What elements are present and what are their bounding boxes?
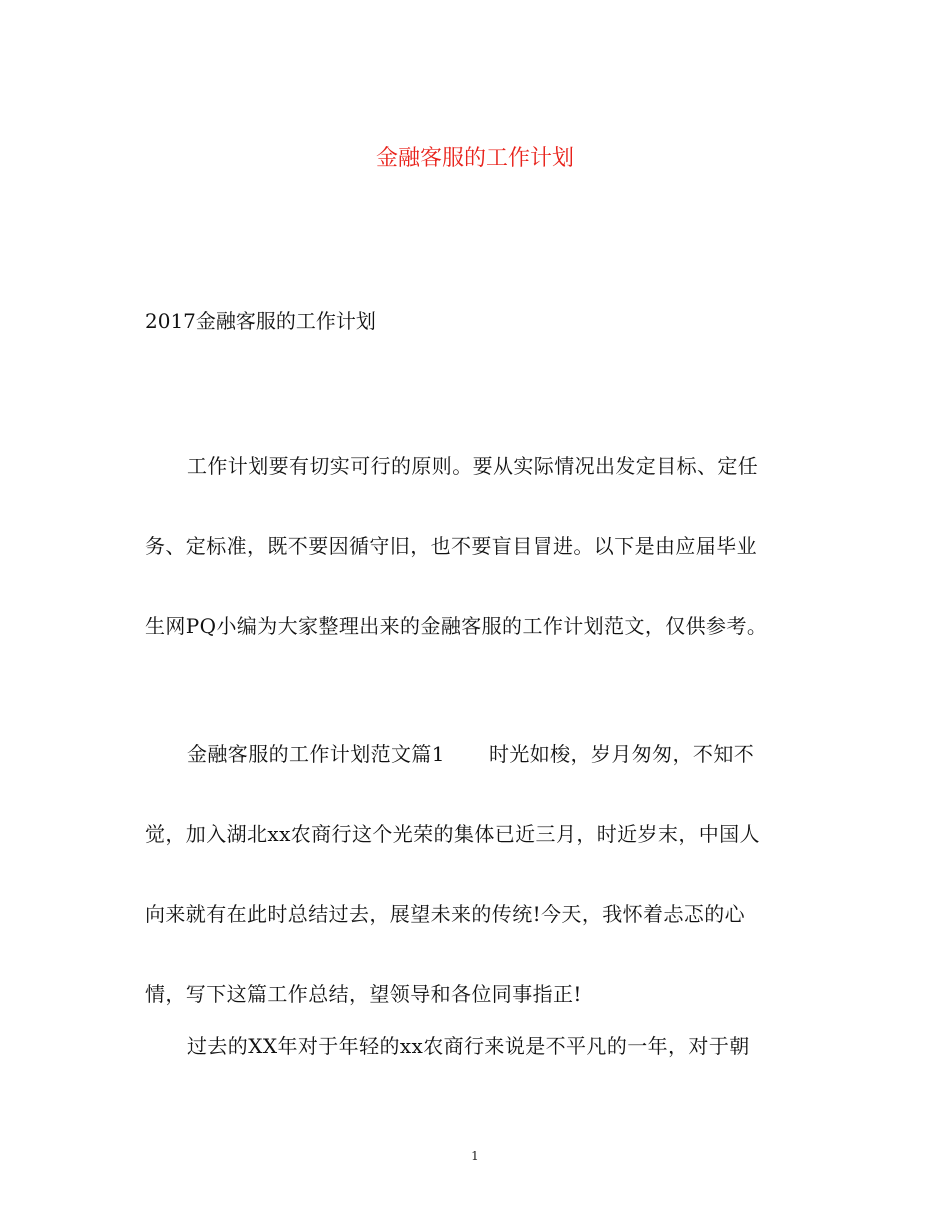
section-first-line — [145, 737, 805, 771]
continuation-paragraph — [145, 1029, 805, 1063]
section-line: 觉，加入湖北xx农商行这个光荣的集体已近三月，时近岁末，中国人 — [145, 822, 760, 846]
intro-paragraph — [145, 449, 805, 643]
intro-line: 生网PQ小编为大家整理出来的金融客服的工作计划范文，仅供参考。 — [145, 614, 768, 638]
section-line: 时光如梭，岁月匆匆，不知不 — [488, 742, 755, 766]
section-line: 向来就有在此时总结过去，展望未来的传统!今天，我怀着忐忑的心 — [145, 902, 746, 926]
section-line: 情，写下这篇工作总结，望领导和各位同事指正! — [145, 982, 582, 1006]
intro-line: 务、定标准，既不要因循守旧，也不要盲目冒进。以下是由应届毕业 — [145, 534, 757, 558]
continuation-line: 过去的XX年对于年轻的xx农商行来说是不平凡的一年，对于朝 — [187, 1034, 750, 1058]
intro-line: 工作计划要有切实可行的原则。要从实际情况出发定目标、定任 — [187, 454, 759, 478]
document-subtitle: 2017金融客服的工作计划 — [145, 309, 376, 333]
section-heading: 金融客服的工作计划范文篇1 — [187, 742, 445, 766]
page-number: 1 — [471, 1149, 479, 1163]
document-title: 金融客服的工作计划 — [375, 146, 574, 171]
section-paragraph — [145, 737, 805, 1011]
